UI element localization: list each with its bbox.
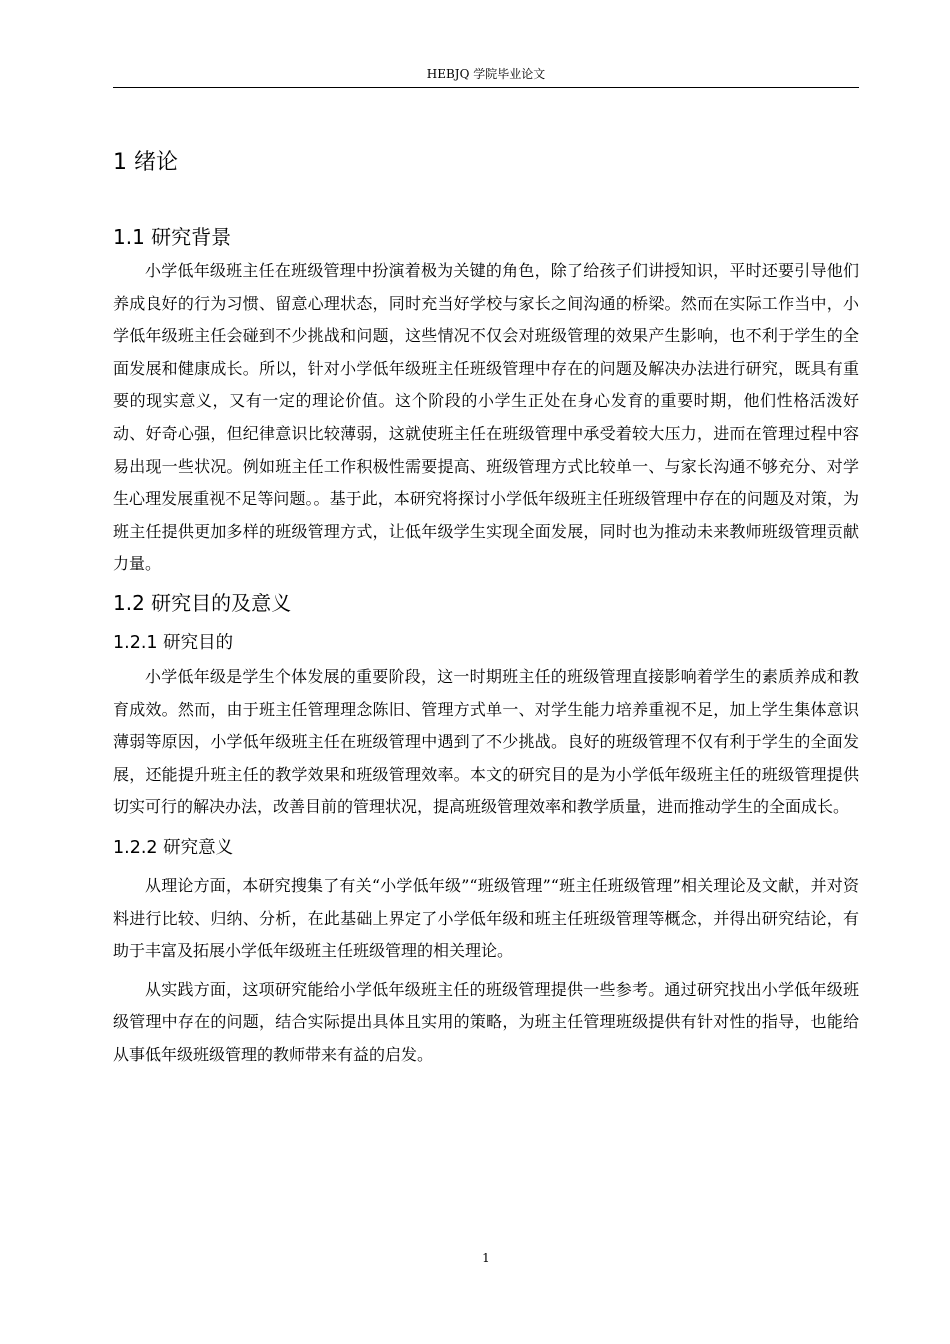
header-rule: [113, 87, 859, 88]
running-header: HEBJQ 学院毕业论文: [426, 67, 546, 81]
subsection-title-purpose: 1.2.1 研究目的: [113, 632, 234, 653]
page-number: 1: [482, 1251, 490, 1265]
paragraph-significance-practice: 从实践方面，这项研究能给小学低年级班主任的班级管理提供一些参考。通过研究找出小学低年级班级管理中存在的问题，结合实际提出具体且实用的策略，为班主任管理班级提供有针对性的指导，也能给从事低年级班级管理的教师带来有益的启发。: [113, 979, 859, 1064]
paragraph-purpose: 小学低年级是学生个体发展的重要阶段，这一时期班主任的班级管理直接影响着学生的素质养成和教育成效。然而，由于班主任管理理念陈旧、管理方式单一、对学生能力培养重视不足，加上学生集体意识薄弱等原因，小学低年级班主任在班级管理中遇到了不少挑战。良好的班级管理不仅有利于学生的全面发展，还能提升班主任的教学效果和班级管理效率。本文的研究目的是为小学低年级班主任的班级管理提供切实可行的解决办法，改善目前的管理状况，提高班级管理效率和教学质量，进而推动学生的全面成长。: [113, 666, 859, 817]
paragraph-background: 小学低年级班主任在班级管理中扮演着极为关键的角色，除了给孩子们讲授知识，平时还要引导他们养成良好的行为习惯、留意心理状态，同时充当好学校与家长之间沟通的桥梁。然而在实际工作当中，小学低年级班主任会碰到不少挑战和问题，这些情况不仅会对班级管理的效果产生影响，也不利于学生的全面发展和健康成长。所以，针对小学低年级班主任班级管理中存在的问题及解决办法进行研究，既具有重要的现实意义，又有一定的理论价值。这个阶段的小学生正处在身心发育的重要时期，他们性格活泼好动、好奇心强，但纪律意识比较薄弱，这就使班主任在班级管理中承受着较大压力，进而在管理过程中容易出现一些状况。例如班主任工作积极性需要提高、班级管理方式比较单一、与家长沟通不够充分、对学生心理发展重视不足等问题。。基于此，本研究将探讨小学低年级班主任班级管理中存在的问题及对策，为班主任提供更加多样的班级管理方式，让低年级学生实现全面发展，同时也为推动未来教师班级管理贡献力量。: [113, 261, 859, 574]
page-body: [113, 140, 859, 1071]
subsection-title-significance: 1.2.2 研究意义: [113, 837, 234, 858]
chapter-title: 1 绪论: [113, 150, 178, 175]
section-title-background: 1.1 研究背景: [113, 225, 232, 249]
section-title-purpose-significance: 1.2 研究目的及意义: [113, 590, 292, 615]
paragraph-significance-theory: 从理论方面，本研究搜集了有关“小学低年级”“班级管理”“班主任班级管理”相关理论及文献，并对资料进行比较、归纳、分析，在此基础上界定了小学低年级和班主任班级管理等概念，并得出研究结论，有助于丰富及拓展小学低年级班主任班级管理的相关理论。: [113, 875, 859, 961]
